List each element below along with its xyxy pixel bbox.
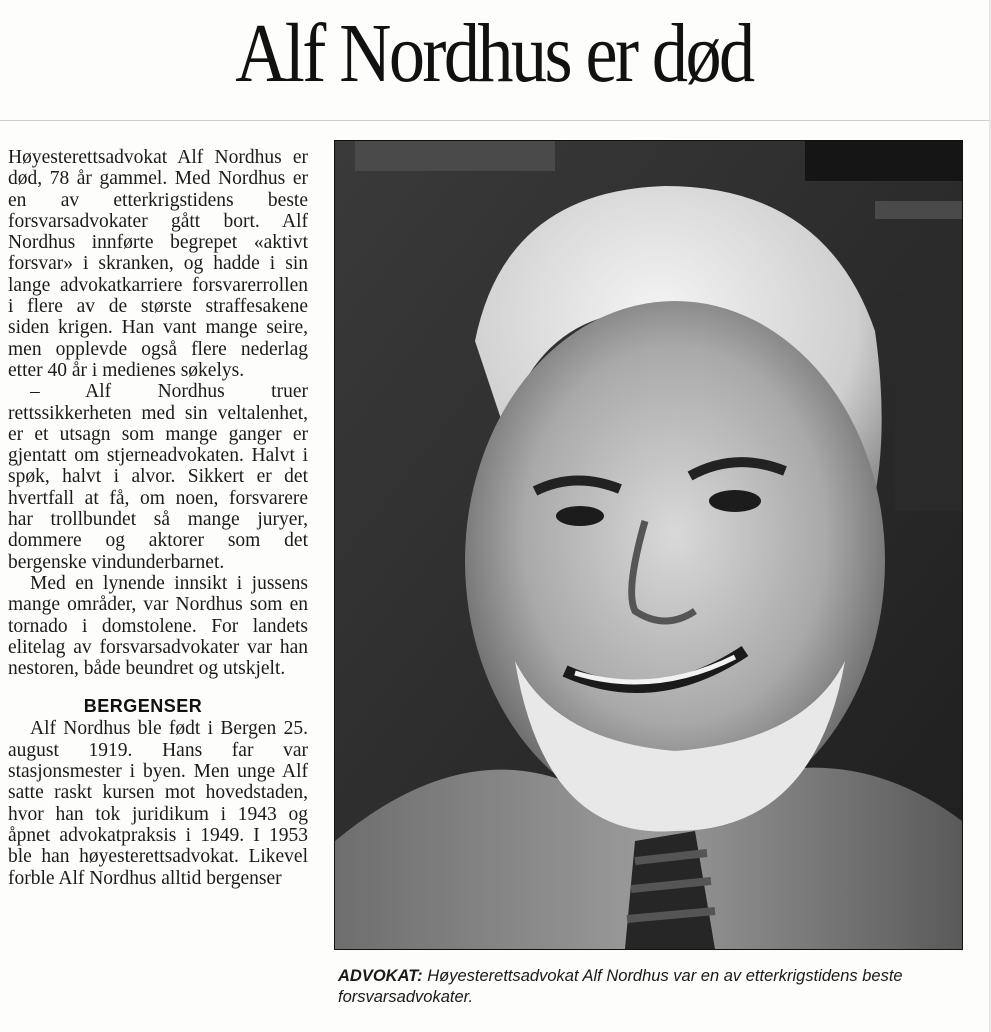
- headline-rule: [0, 120, 991, 121]
- article-paragraph: Høyesterettsadvokat Alf Nordhus er død, 78 år gammel. Med Nordhus er en av etterkrigstidens beste forsvarsadvokater gått bort. Alf Nordhus innførte begrepet «aktivt forsvar» i skranken, og hadde i sin lange advokatkarriere forsvarerrollen i flere av de største straffesakene siden krigen. Han vant mange seire, men opplevde også flere nederlag etter 40 år i medienes søkelys.: [8, 147, 308, 381]
- caption-text: Høyesterettsadvokat Alf Nordhus var en av etterkrigstidens beste forsvarsadvokater.: [338, 967, 903, 1006]
- portrait-photo: [334, 140, 963, 950]
- article-body: [8, 147, 308, 889]
- article-subheading: BERGENSER: [83, 696, 203, 717]
- headline: Alf Nordhus er død: [235, 7, 753, 100]
- article-paragraph: Med en lynende innsikt i jussens mange områder, var Nordhus som en tornado i domstolene. For landets elitelag av forsvarsadvokater var han nestoren, både beundret og utskjelt.: [8, 572, 308, 680]
- photo-caption: [338, 966, 978, 1008]
- article-paragraph: – Alf Nordhus truer rettssikkerheten med sin veltalenhet, er et utsagn som mange ganger er gjentatt om stjerneadvokaten. Halvt i spøk, halvt i alvor. Sikkert er det hvertfall at få, om noen, forsvarere har trollbundet så mange juryer, dommere og aktorer som det bergenske vindunderbarnet.: [8, 381, 308, 573]
- article-paragraph: Alf Nordhus ble født i Bergen 25. august 1919. Hans far var stasjonsmester i byen. Men unge Alf satte raskt kursen mot hovedstaden, hvor han tok juridikum i 1943 og åpnet advokatpraksis i 1949. I 1953 ble han høyesterettsadvokat. Likevel forble Alf Nordhus alltid bergenser: [8, 718, 308, 889]
- caption-lead: ADVOKAT:: [338, 967, 423, 985]
- portrait-illustration: [335, 141, 962, 949]
